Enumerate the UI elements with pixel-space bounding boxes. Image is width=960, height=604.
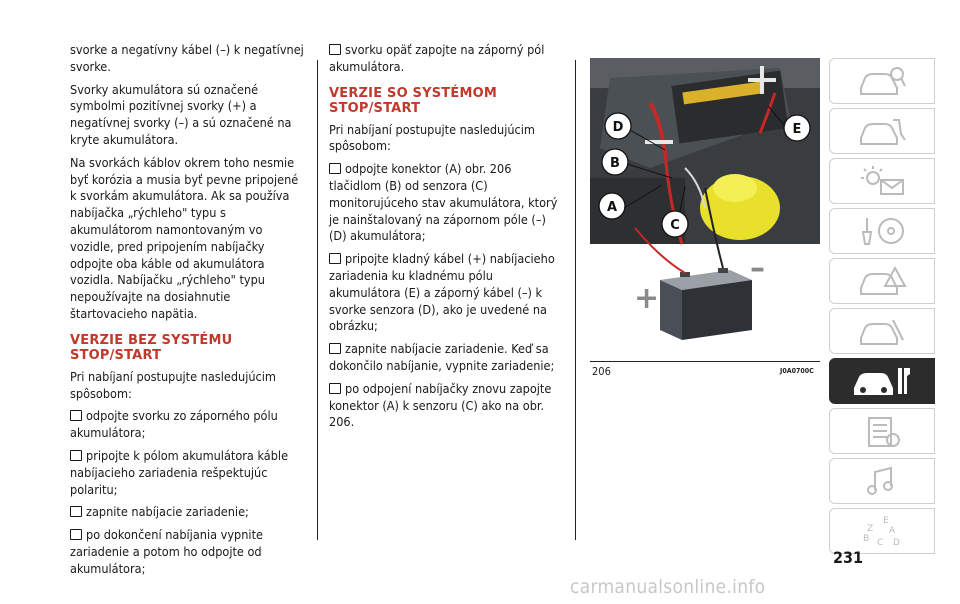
list-item: po odpojení nabíjačky znovu zapojte konektor (A) k senzoru (C) ako na obr. 206. (329, 380, 552, 430)
tab-dashboard[interactable] (829, 58, 935, 104)
section-heading: VERZIE BEZ SYSTÉMU STOP/START (70, 332, 233, 363)
text-column-left (70, 42, 308, 584)
watermark: carmanualsonline.info (570, 576, 766, 598)
tab-controls[interactable] (829, 108, 935, 154)
alphabet-index-icon (857, 513, 907, 549)
checkbox-icon (329, 163, 341, 174)
svg-text:Z: Z (867, 524, 874, 534)
column-divider (575, 60, 576, 540)
chapter-tabs (829, 58, 935, 558)
figure-caption-rule (590, 361, 820, 362)
section-heading: VERZIE SO SYSTÉMOM STOP/START (329, 85, 497, 116)
checkbox-icon (70, 506, 82, 517)
list-item: svorku opäť zapojte na záporný pól akumulátora. (329, 42, 545, 74)
list-item: odpojte konektor (A) obr. 206 tlačidlom (B) od senzora (C) monitorujúceho stav akumulátora, ktorý je nainštalovaný na zápornom póle (–) (D) akumulátora; (329, 161, 558, 244)
text-column-middle (329, 42, 567, 437)
paragraph: Pri nabíjaní postupujte nasledujúcim spôsobom: (329, 121, 535, 154)
plus-symbol: + (634, 281, 660, 316)
column-divider (317, 60, 318, 540)
label-a: A (606, 200, 618, 215)
checkbox-icon (70, 410, 82, 421)
list-item: odpojte svorku zo záporného pólu akumulátora; (70, 408, 278, 441)
svg-text:D: D (893, 538, 900, 548)
minus-symbol: – (750, 251, 765, 286)
tab-multimedia[interactable] (829, 458, 935, 504)
paragraph: Svorky akumulátora sú označené symbolmi pozitívnej svorky (+) a negatívnej svorky (–) a sú označené na kryte akumulátora. (70, 81, 292, 147)
list-item: pripojte k pólom akumulátora káble nabíjacieho zariadenia rešpektujúc polaritu; (70, 447, 289, 497)
tab-starting-driving[interactable] (829, 208, 935, 254)
svg-text:C: C (877, 538, 884, 548)
steering-wheel-icon (857, 214, 907, 248)
car-emergency-icon (857, 314, 907, 348)
paragraph: Na svorkách káblov okrem toho nesmie byť korózia a musia byť pevne pripojené k svorkám akumulátora. Ak sa používa nabíjačka „rýchleho" typu s akumulátorom namontovaným vo vozidle, pred pripojením nabíjačky odpojte oba káble od akumulátora vozidla. Nabíjačku „rýchleho" typu nepoužívajte na dosiahnutie štartovacieho napätia. (70, 154, 299, 321)
label-e: E (792, 122, 802, 137)
checkbox-icon (329, 253, 341, 264)
svg-text:B: B (863, 534, 870, 544)
tab-warning-lights[interactable] (829, 258, 935, 304)
car-warning-icon (857, 264, 907, 298)
document-list-icon (857, 414, 907, 448)
figure-code: J0A0700C (780, 367, 814, 375)
figure-number: 206 (592, 365, 611, 378)
music-note-icon (857, 464, 907, 498)
checkbox-icon (329, 383, 341, 394)
tab-technical-data[interactable] (829, 408, 935, 454)
checkbox-icon (329, 44, 341, 55)
svg-text:A: A (889, 526, 896, 536)
label-b: B (610, 156, 620, 171)
tab-safety[interactable] (829, 158, 935, 204)
list-item: zapnite nabíjacie zariadenie. Keď sa dokončilo nabíjanie, vypnite zariadenie; (329, 341, 555, 373)
tab-servicing-maintenance[interactable] (829, 358, 935, 404)
list-item: zapnite nabíjacie zariadenie; (70, 504, 308, 521)
label-d: D (612, 120, 624, 135)
list-item: pripojte kladný kábel (+) nabíjacieho zariadenia ku kladnému pólu akumulátora (E) a záporný kábel (–) k svorke senzora (D), ako je uvedené na obrázku; (329, 251, 555, 334)
car-key-icon (857, 64, 907, 98)
paragraph: Pri nabíjaní postupujte nasledujúcim spôsobom: (70, 368, 276, 401)
svg-text:E: E (883, 516, 889, 526)
car-seat-icon (857, 114, 907, 148)
checkbox-icon (70, 450, 82, 461)
car-wrench-icon (852, 364, 912, 398)
battery-charging-figure (590, 58, 820, 358)
sun-envelope-icon (857, 164, 907, 198)
checkbox-icon (70, 529, 82, 540)
page-number: 231 (833, 548, 864, 567)
label-c: C (670, 218, 680, 233)
list-item: po dokončení nabíjania vypnite zariadenie a potom ho odpojte od akumulátora; (70, 527, 263, 576)
checkbox-icon (329, 343, 341, 354)
paragraph: svorke a negatívny kábel (–) k negatívnej svorke. (70, 42, 304, 74)
tab-emergency[interactable] (829, 308, 935, 354)
charger-battery-icon (660, 268, 752, 340)
